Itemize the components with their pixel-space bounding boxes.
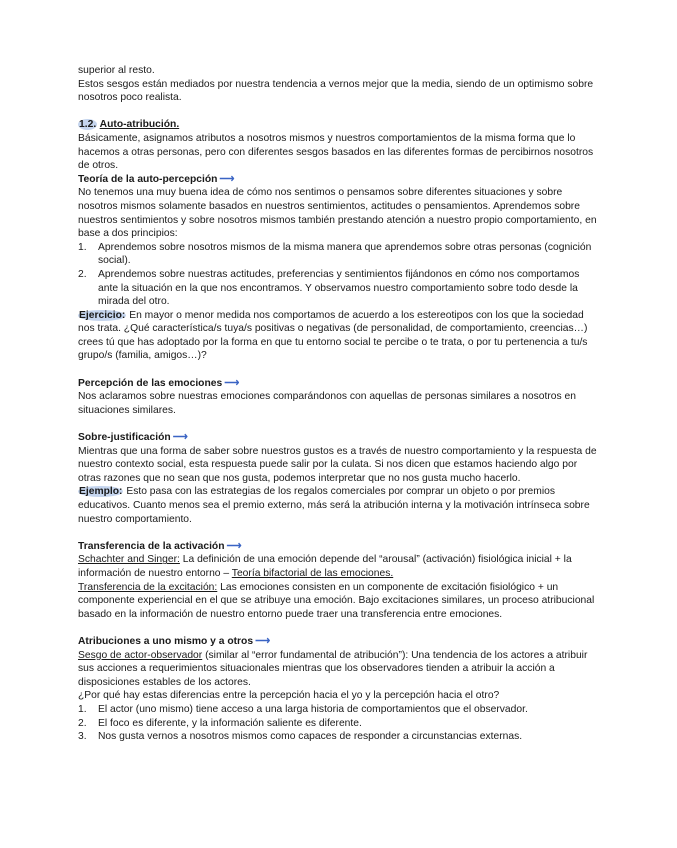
list-number: 3. [78, 731, 87, 743]
list-item [78, 268, 597, 309]
autopercepcion-heading-text: Teoría de la auto-percepción [78, 173, 218, 185]
list-item [78, 717, 597, 731]
example-label: Ejemplo: [79, 486, 123, 498]
excitacion-label: Transferencia de la excitación: [78, 581, 218, 593]
schachter-paragraph [78, 553, 597, 580]
emociones-text: Nos aclaramos sobre nuestras emociones comparándonos con aquellas de personas similares a nosotros en situaciones similares. [78, 391, 576, 416]
list-number: 1. [78, 703, 87, 715]
autopercepcion-list [78, 241, 597, 309]
section-1-2-text: Básicamente, asignamos atributos a nosotros mismos y nuestros comportamientos de la misma forma que lo hacemos a otras personas, pero con diferentes sesgos basados en las diferentes formas de percibirnos nosotros de otros. [78, 132, 594, 172]
arrow-right-icon: ⟶ [224, 377, 239, 389]
transferencia-heading [78, 540, 597, 554]
arrow-right-icon: ⟶ [219, 173, 235, 185]
intro-line-1: superior al resto. [78, 65, 155, 76]
arrow-right-icon: ⟶ [172, 432, 188, 444]
autopercepcion-heading [78, 173, 597, 187]
arrow-right-icon: ⟶ [226, 540, 242, 552]
list-item-text: Aprendemos sobre nosotros mismos de la misma manera que aprendemos sobre otras personas (cognición social). [98, 241, 592, 267]
atribuciones-question: ¿Por qué hay estas diferencias entre la percepción hacia el yo y la percepción hacia el otro? [78, 690, 500, 702]
list-item [78, 241, 597, 268]
autopercepcion-text: No tenemos una muy buena idea de cómo nos sentimos o pensamos sobre diferentes situaciones y sobre nosotros mismos solamente basados en nuestros sentimientos, actitudes o pensamientos. Aprendemos sobre nuestros sentimientos y sobre nosotros mismos también prestando atención a nuestro propio comportamiento, en base a dos principios: [78, 187, 597, 240]
example-paragraph [78, 485, 597, 526]
list-item-text: Nos gusta vernos a nosotros mismos como capaces de responder a circunstancias externas. [98, 731, 523, 743]
section-1-2-title [78, 118, 597, 132]
exercise-text: En mayor o menor medida nos comportamos de acuerdo a los estereotipos con los que la sociedad nos trata. ¿Qué característica/s tuya/s positivas o negativas (de personalidad, de comportamiento, creencias…) crees tú que has adoptado por la forma en que tu entorno social te percibe o te trata, o por tu pertenencia a tu/s grupo/s (familia, amigos…)? [78, 309, 588, 362]
sesgo-paragraph [78, 649, 597, 690]
example-text: Esto pasa con las estrategias de los regalos comerciales por comprar un objeto o por premios educativos. Cuanto menos sea el premio externo, más será la atribución interna y la motivación intrínseca sobre nuestro comportamiento. [78, 486, 590, 525]
sobrejustificacion-text: Mientras que una forma de saber sobre nuestros gustos es a través de nuestro comportamiento y la respuesta de nuestro contexto social, esta respuesta puede salir por la culata. Si nos dicen que estamos haciendo algo por otras razones que no sean que nos gusta, podemos interpretar que no nos gusta mucho hacerlo. [78, 445, 597, 484]
atribuciones-list [78, 703, 597, 744]
list-number: 2. [78, 717, 87, 729]
transferencia-heading-text: Transferencia de la activación [78, 540, 225, 552]
emociones-heading [78, 377, 597, 391]
intro-paragraph: Estos sesgos están mediados por nuestra tendencia a vernos mejor que la media, siendo de un optimismo sobre nosotros poco realista. [78, 78, 594, 104]
list-number: 1. [78, 241, 87, 253]
excitacion-paragraph [78, 581, 597, 622]
sobrejustificacion-heading [78, 431, 597, 445]
sobrejustificacion-heading-text: Sobre-justificación [78, 432, 171, 444]
atribuciones-heading-text: Atribuciones a uno mismo y a otros [78, 635, 254, 647]
emociones-heading-text: Percepción de las emociones [78, 377, 223, 389]
arrow-right-icon: ⟶ [255, 635, 270, 647]
list-item-text: El actor (uno mismo) tiene acceso a una larga historia de comportamientos que el observador. [98, 703, 528, 715]
list-item [78, 703, 597, 717]
exercise-label: Ejercicio: [79, 309, 126, 321]
list-item-text: El foco es diferente, y la información saliente es diferente. [98, 717, 362, 729]
excitacion-text: Las emociones consisten en un componente de excitación fisiológico + un componente experiencial en el que se atribuye una emoción. Bajo excitaciones similares, un proceso atribucional basado en la información de nuestro entorno puede traer una transferencia entre emociones. [78, 581, 595, 620]
section-title-text: Auto-atribución. [99, 119, 180, 131]
schachter-text: La definición de una emoción depende del “arousal” (activación) fisiológica inicial + la información de nuestro entorno – [78, 554, 572, 579]
list-number: 2. [78, 268, 87, 280]
exercise-paragraph [78, 309, 597, 363]
sesgo-label: Sesgo de actor-observador [78, 649, 203, 661]
schachter-label: Schachter and Singer: [78, 554, 180, 566]
list-item-text: Aprendemos sobre nuestras actitudes, preferencias y sentimientos fijándonos en cómo nos comportamos ante la situación en la que nos encontramos. Y observamos nuestro comportamiento sobre todo desde la mirada del otro. [98, 268, 580, 308]
section-number: 1.2. [79, 119, 97, 131]
atribuciones-heading [78, 635, 597, 649]
schachter-theory: Teoría bifactorial de las emociones. [231, 567, 394, 579]
list-item [78, 730, 597, 744]
sesgo-text: (similar al “error fundamental de atribución”): Una tendencia de los actores a atribuir sus acciones a requerimientos situacionales mientras que los observadores tienden a atribuir la acción a disposiciones estables de los actores. [78, 649, 588, 688]
